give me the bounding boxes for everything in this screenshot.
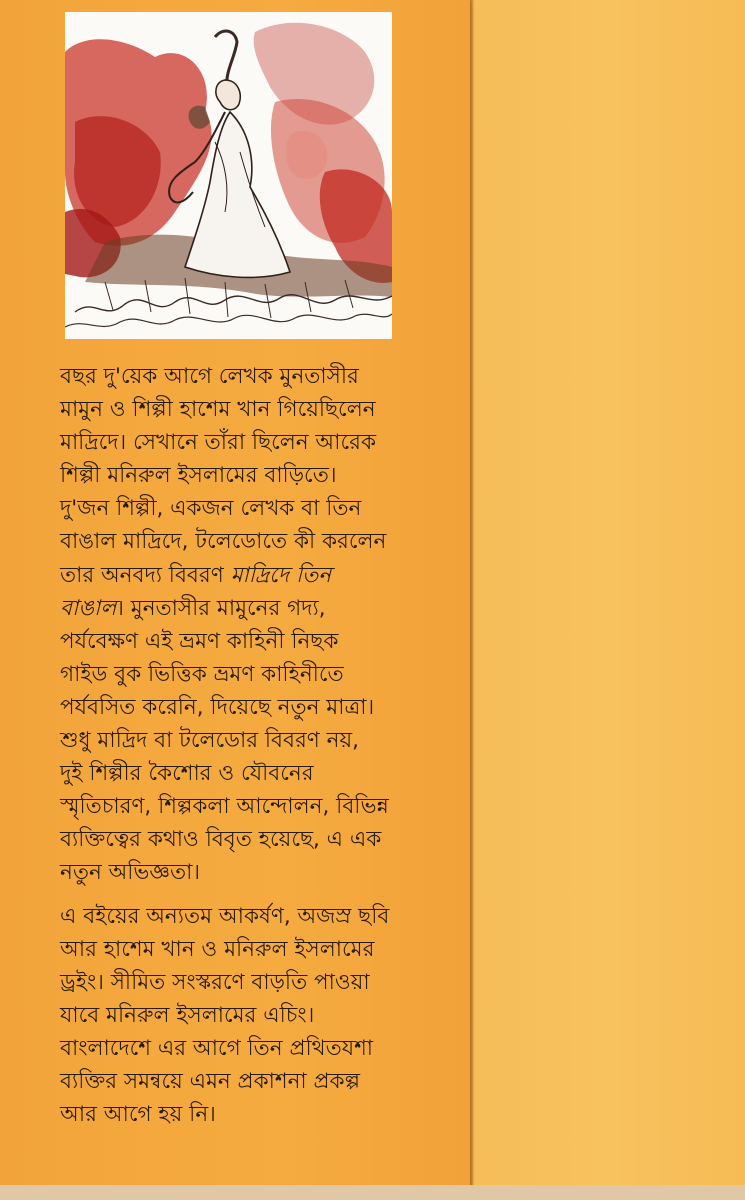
text-line: বাঙাল মাদ্রিদে, টলেডোতে কী করলেন xyxy=(60,529,387,555)
text-line: মাদ্রিদে। সেখানে তাঁরা ছিলেন আরেক xyxy=(60,430,377,456)
text-line: শিল্পী মনিরুল ইসলামের বাড়িতে। xyxy=(60,463,337,489)
text-line: নতুন অভিজ্ঞতা। xyxy=(60,860,201,886)
text-line: শুধু মাদ্রিদ বা টলেডোর বিবরণ নয়, xyxy=(60,728,359,754)
text-line: আর আগে হয় নি। xyxy=(60,1102,216,1128)
text-line: ড্রইং। সীমিত সংস্করণে বাড়তি পাওয়া xyxy=(60,969,370,995)
text-line: স্মৃতিচারণ, শিল্পকলা আন্দোলন, বিভিন্ন xyxy=(60,794,389,820)
text-line: ব্যক্তির সমন্বয়ে এমন প্রকাশনা প্রকল্প xyxy=(60,1068,360,1094)
text-line: যাবে মনিরুল ইসলামের এচিং। xyxy=(60,1002,315,1028)
blurb-paragraph-1 xyxy=(60,360,455,890)
text-line: ব্যক্তিত্বের কথাও বিবৃত হয়েছে, এ এক xyxy=(60,827,382,853)
flap-blurb xyxy=(60,360,455,1131)
text-line: গাইড বুক ভিত্তিক ভ্রমণ কাহিনীতে xyxy=(60,661,344,687)
text-line: পর্যবেক্ষণ এই ভ্রমণ কাহিনী নিছক xyxy=(60,628,339,654)
text-line xyxy=(60,592,455,625)
text-line: বছর দু'য়েক আগে লেখক মুনতাসীর xyxy=(60,364,359,389)
book-title: বাঙাল xyxy=(60,595,117,621)
text-line-part: । মুনতাসীর মামুনের গদ্য, xyxy=(116,595,326,621)
watercolor-dancer-illustration xyxy=(65,12,392,339)
text-line xyxy=(60,559,455,592)
book-title: মাদ্রিদে তিন xyxy=(230,562,332,588)
text-line: পর্যবসিত করেনি, দিয়েছে নতুন মাত্রা। xyxy=(60,694,375,720)
text-line-part: তার অনবদ্য বিবরণ xyxy=(60,562,231,588)
text-line: মামুন ও শিল্পী হাশেম খান গিয়েছিলেন xyxy=(60,397,376,423)
text-line: বাংলাদেশে এর আগে তিন প্রথিতযশা xyxy=(60,1035,374,1061)
scan-edge xyxy=(0,1185,745,1200)
flap-fold-shadow xyxy=(470,0,475,1200)
text-line: এ বইয়ের অন্যতম আকর্ষণ, অজস্র ছবি xyxy=(60,903,390,929)
text-line: দু'জন শিল্পী, একজন লেখক বা তিন xyxy=(60,496,362,522)
back-cover-panel xyxy=(473,0,745,1200)
text-line: আর হাশেম খান ও মনিরুল ইসলামের xyxy=(60,936,375,962)
blurb-paragraph-2 xyxy=(60,900,455,1132)
text-line: দুই শিল্পীর কৈশোর ও যৌবনের xyxy=(60,761,314,787)
